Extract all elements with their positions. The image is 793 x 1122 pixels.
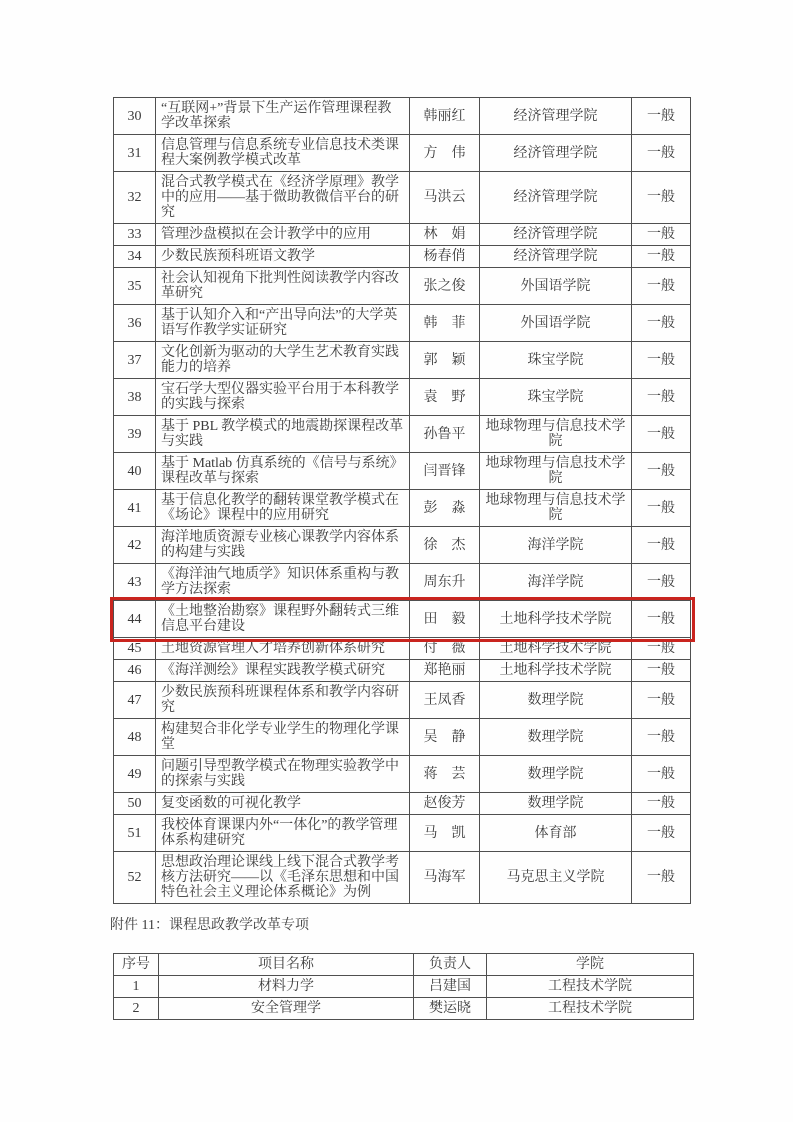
project-table-body (114, 98, 691, 904)
project-title-cell: 我校体育课课内外“一体化”的教学管理体系构建研究 (156, 815, 410, 852)
category-cell: 一般 (632, 793, 691, 815)
leader-cell: 王凤香 (410, 682, 480, 719)
project-title-cell: 安全管理学 (159, 998, 414, 1020)
row-number-cell: 37 (114, 342, 156, 379)
category-cell: 一般 (632, 305, 691, 342)
leader-cell: 闫晋锋 (410, 453, 480, 490)
leader-cell: 付 薇 (410, 638, 480, 660)
leader-cell: 樊运晓 (414, 998, 487, 1020)
project-title-cell: 宝石学大型仪器实验平台用于本科教学的实践与探索 (156, 379, 410, 416)
category-cell: 一般 (632, 660, 691, 682)
row-number-cell: 41 (114, 490, 156, 527)
table-row (114, 793, 691, 815)
college-cell: 经济管理学院 (480, 98, 632, 135)
header-row (114, 954, 694, 976)
college-cell: 海洋学院 (480, 564, 632, 601)
project-title-cell: “互联网+”背景下生产运作管理课程教学改革探索 (156, 98, 410, 135)
table-row (114, 719, 691, 756)
table-row (114, 601, 691, 638)
category-cell: 一般 (632, 416, 691, 453)
college-cell: 地球物理与信息技术学院 (480, 416, 632, 453)
college-cell: 土地科学技术学院 (480, 660, 632, 682)
attachment-table (113, 953, 694, 1020)
college-cell: 数理学院 (480, 682, 632, 719)
leader-cell: 吴 静 (410, 719, 480, 756)
table-row (114, 564, 691, 601)
leader-cell: 郭 颖 (410, 342, 480, 379)
attachment-table-header (114, 954, 694, 976)
table-row (114, 527, 691, 564)
college-cell: 土地科学技术学院 (480, 601, 632, 638)
leader-cell: 马 凯 (410, 815, 480, 852)
row-number-cell: 35 (114, 268, 156, 305)
college-cell: 珠宝学院 (480, 379, 632, 416)
table-row (114, 172, 691, 224)
leader-cell: 周东升 (410, 564, 480, 601)
project-title-cell: 基于 PBL 教学模式的地震勘探课程改革与实践 (156, 416, 410, 453)
project-title-cell: 基于认知介入和“产出导向法”的大学英语写作教学实证研究 (156, 305, 410, 342)
college-cell: 经济管理学院 (480, 172, 632, 224)
leader-cell: 彭 淼 (410, 490, 480, 527)
table-row (114, 756, 691, 793)
project-title-cell: 基于信息化教学的翻转课堂教学模式在《场论》课程中的应用研究 (156, 490, 410, 527)
project-title-cell: 《海洋油气地质学》知识体系重构与教学方法探索 (156, 564, 410, 601)
project-title-cell: 《海洋测绘》课程实践教学模式研究 (156, 660, 410, 682)
college-cell: 土地科学技术学院 (480, 638, 632, 660)
category-cell: 一般 (632, 135, 691, 172)
row-number-cell: 30 (114, 98, 156, 135)
category-cell: 一般 (632, 453, 691, 490)
row-number-cell: 42 (114, 527, 156, 564)
table-row (114, 305, 691, 342)
category-cell: 一般 (632, 852, 691, 904)
category-cell: 一般 (632, 719, 691, 756)
project-title-cell: 基于 Matlab 仿真系统的《信号与系统》课程改革与探索 (156, 453, 410, 490)
college-cell: 体育部 (480, 815, 632, 852)
row-number-cell: 46 (114, 660, 156, 682)
table-row (114, 416, 691, 453)
college-cell: 外国语学院 (480, 305, 632, 342)
row-number-cell: 1 (114, 976, 159, 998)
category-cell: 一般 (632, 490, 691, 527)
leader-cell: 杨春俏 (410, 246, 480, 268)
row-number-cell: 38 (114, 379, 156, 416)
leader-cell: 方 伟 (410, 135, 480, 172)
row-number-cell: 36 (114, 305, 156, 342)
table-row (114, 135, 691, 172)
page-content (110, 97, 713, 1020)
row-number-cell: 49 (114, 756, 156, 793)
project-title-cell: 思想政治理论课线上线下混合式教学考核方法研究——以《毛泽东思想和中国特色社会主义理论体系概论》为例 (156, 852, 410, 904)
leader-cell: 林 娟 (410, 224, 480, 246)
project-title-cell: 复变函数的可视化教学 (156, 793, 410, 815)
table-row (114, 268, 691, 305)
project-title-cell: 社会认知视角下批判性阅读教学内容改革研究 (156, 268, 410, 305)
table-row (114, 682, 691, 719)
project-title-cell: 混合式教学模式在《经济学原理》教学中的应用——基于微助教微信平台的研究 (156, 172, 410, 224)
category-cell: 一般 (632, 268, 691, 305)
attachment-table-body (114, 976, 694, 1020)
row-number-cell: 33 (114, 224, 156, 246)
category-cell: 一般 (632, 815, 691, 852)
college-cell: 地球物理与信息技术学院 (480, 453, 632, 490)
category-cell: 一般 (632, 527, 691, 564)
row-number-cell: 51 (114, 815, 156, 852)
row-number-cell: 39 (114, 416, 156, 453)
row-number-cell: 48 (114, 719, 156, 756)
table-row (114, 342, 691, 379)
project-title-cell: 材料力学 (159, 976, 414, 998)
table-row (114, 246, 691, 268)
project-title-cell: 少数民族预科班课程体系和教学内容研究 (156, 682, 410, 719)
row-number-cell: 45 (114, 638, 156, 660)
category-cell: 一般 (632, 564, 691, 601)
project-title-cell: 构建契合非化学专业学生的物理化学课堂 (156, 719, 410, 756)
project-title-cell: 文化创新为驱动的大学生艺术教育实践能力的培养 (156, 342, 410, 379)
college-cell: 经济管理学院 (480, 246, 632, 268)
category-cell: 一般 (632, 342, 691, 379)
project-title-cell: 《土地整治勘察》课程野外翻转式三维信息平台建设 (156, 601, 410, 638)
category-cell: 一般 (632, 379, 691, 416)
category-cell: 一般 (632, 98, 691, 135)
row-number-cell: 50 (114, 793, 156, 815)
leader-cell: 赵俊芳 (410, 793, 480, 815)
category-cell: 一般 (632, 246, 691, 268)
leader-cell: 孙鲁平 (410, 416, 480, 453)
attachment-caption: 附件 11：课程思政教学改革专项 (110, 918, 309, 933)
table-row (114, 453, 691, 490)
college-cell: 经济管理学院 (480, 135, 632, 172)
college-cell: 数理学院 (480, 719, 632, 756)
leader-cell: 郑艳丽 (410, 660, 480, 682)
project-title-cell: 管理沙盘模拟在会计教学中的应用 (156, 224, 410, 246)
category-cell: 一般 (632, 638, 691, 660)
category-cell: 一般 (632, 756, 691, 793)
category-cell: 一般 (632, 172, 691, 224)
header-leader: 负责人 (414, 954, 487, 976)
header-college: 学院 (487, 954, 694, 976)
row-number-cell: 31 (114, 135, 156, 172)
table-row (114, 852, 691, 904)
header-no: 序号 (114, 954, 159, 976)
leader-cell: 韩 菲 (410, 305, 480, 342)
leader-cell: 马海军 (410, 852, 480, 904)
college-cell: 外国语学院 (480, 268, 632, 305)
college-cell: 地球物理与信息技术学院 (480, 490, 632, 527)
leader-cell: 徐 杰 (410, 527, 480, 564)
leader-cell: 吕建国 (414, 976, 487, 998)
header-title: 项目名称 (159, 954, 414, 976)
college-cell: 珠宝学院 (480, 342, 632, 379)
college-cell: 海洋学院 (480, 527, 632, 564)
college-cell: 数理学院 (480, 756, 632, 793)
table-row (114, 998, 694, 1020)
project-title-cell: 土地资源管理人才培养创新体系研究 (156, 638, 410, 660)
category-cell: 一般 (632, 682, 691, 719)
table-row (114, 224, 691, 246)
project-title-cell: 少数民族预科班语文教学 (156, 246, 410, 268)
table-row (114, 638, 691, 660)
table-row (114, 976, 694, 998)
leader-cell: 韩丽红 (410, 98, 480, 135)
row-number-cell: 43 (114, 564, 156, 601)
leader-cell: 马洪云 (410, 172, 480, 224)
table-row (114, 815, 691, 852)
row-number-cell: 40 (114, 453, 156, 490)
college-cell: 工程技术学院 (487, 998, 694, 1020)
project-title-cell: 信息管理与信息系统专业信息技术类课程大案例教学模式改革 (156, 135, 410, 172)
table-row (114, 379, 691, 416)
table-row (114, 490, 691, 527)
row-number-cell: 2 (114, 998, 159, 1020)
college-cell: 数理学院 (480, 793, 632, 815)
college-cell: 马克思主义学院 (480, 852, 632, 904)
leader-cell: 蒋 芸 (410, 756, 480, 793)
table-row (114, 660, 691, 682)
category-cell: 一般 (632, 601, 691, 638)
project-title-cell: 海洋地质资源专业核心课教学内容体系的构建与实践 (156, 527, 410, 564)
project-table (113, 97, 691, 904)
row-number-cell: 34 (114, 246, 156, 268)
leader-cell: 田 毅 (410, 601, 480, 638)
leader-cell: 张之俊 (410, 268, 480, 305)
attachment-table-wrap (113, 953, 713, 1020)
college-cell: 工程技术学院 (487, 976, 694, 998)
row-number-cell: 52 (114, 852, 156, 904)
row-number-cell: 44 (114, 601, 156, 638)
row-number-cell: 47 (114, 682, 156, 719)
leader-cell: 袁 野 (410, 379, 480, 416)
project-title-cell: 问题引导型教学模式在物理实验教学中的探索与实践 (156, 756, 410, 793)
table-row (114, 98, 691, 135)
row-number-cell: 32 (114, 172, 156, 224)
college-cell: 经济管理学院 (480, 224, 632, 246)
category-cell: 一般 (632, 224, 691, 246)
